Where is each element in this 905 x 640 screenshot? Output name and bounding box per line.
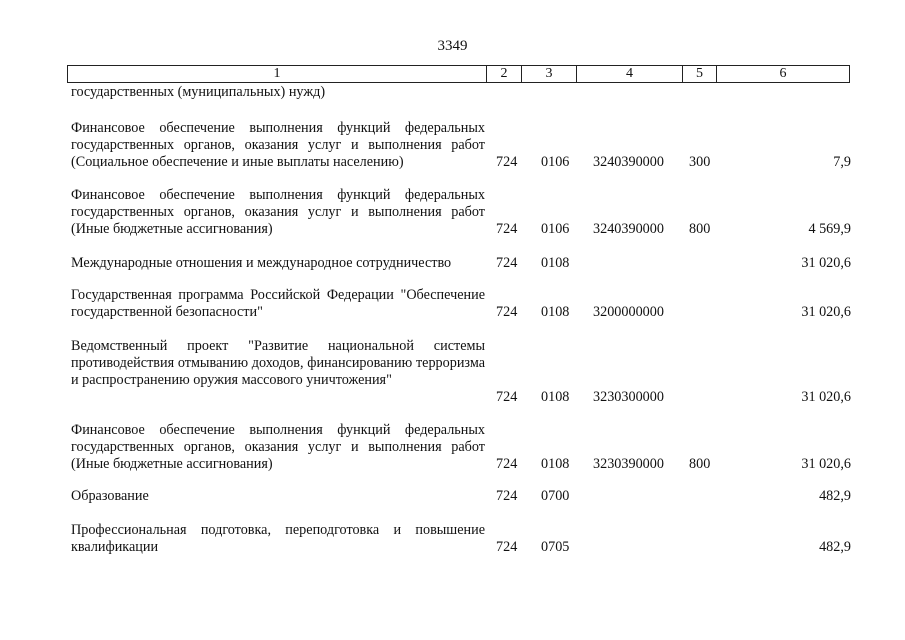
header-col-6: 6: [717, 66, 850, 83]
row-col2: 724: [496, 539, 518, 555]
row-col4: 3240390000: [593, 221, 664, 237]
row-col6: 4 569,9: [808, 221, 851, 237]
row-description: Финансовое обеспечение выполнения функций федеральных государственных органов, оказания услуг и выполнения работ (Иные бюджетные ассигнования): [71, 187, 485, 237]
row-col3: 0108: [541, 456, 570, 472]
row-col2: 724: [496, 154, 518, 170]
row-col6: 7,9: [833, 154, 851, 170]
row-description: Финансовое обеспечение выполнения функций федеральных государственных органов, оказания услуг и выполнения работ (Иные бюджетные ассигнования): [71, 422, 485, 472]
row-col4: 3240390000: [593, 154, 664, 170]
row-col4: 3230300000: [593, 389, 664, 405]
row-col2: 724: [496, 488, 518, 504]
row-col6: 482,9: [819, 488, 851, 504]
header-col-2: 2: [487, 66, 522, 83]
row-col6: 482,9: [819, 539, 851, 555]
table-row: [71, 255, 851, 272]
row-col2: 724: [496, 255, 518, 271]
row-col5: 800: [689, 221, 711, 237]
column-header-table: [67, 65, 850, 83]
row-col3: 0705: [541, 539, 570, 555]
table-row: [71, 187, 851, 238]
continuation-text: государственных (муниципальных) нужд): [71, 84, 326, 100]
table-row: [71, 422, 851, 473]
row-col4: 3200000000: [593, 304, 664, 320]
row-col2: 724: [496, 456, 518, 472]
header-col-1: 1: [68, 66, 487, 83]
continuation-row: [71, 84, 851, 101]
row-description: Государственная программа Российской Федерации "Обеспечение государственной безопасности": [71, 287, 485, 320]
row-col2: 724: [496, 221, 518, 237]
table-row: [71, 488, 851, 505]
row-col3: 0108: [541, 304, 570, 320]
row-col3: 0108: [541, 255, 570, 271]
row-col3: 0108: [541, 389, 570, 405]
row-col4: 3230390000: [593, 456, 664, 472]
header-col-3: 3: [522, 66, 577, 83]
row-col6: 31 020,6: [801, 304, 851, 320]
row-col5: 800: [689, 456, 711, 472]
row-col6: 31 020,6: [801, 255, 851, 271]
row-col3: 0106: [541, 154, 570, 170]
row-description: Финансовое обеспечение выполнения функций федеральных государственных органов, оказания услуг и выполнения работ (Социальное обеспечение и иные выплаты населению): [71, 120, 485, 170]
row-description: Международные отношения и международное сотрудничество: [71, 255, 452, 271]
row-col2: 724: [496, 304, 518, 320]
row-description: Профессиональная подготовка, переподготовка и повышение квалификации: [71, 522, 485, 555]
row-description: Образование: [71, 488, 149, 504]
row-col3: 0700: [541, 488, 570, 504]
table-row: [71, 120, 851, 171]
row-col6: 31 020,6: [801, 456, 851, 472]
header-col-4: 4: [577, 66, 683, 83]
header-col-5: 5: [683, 66, 717, 83]
row-col3: 0106: [541, 221, 570, 237]
page-number: 3349: [437, 38, 468, 54]
row-col2: 724: [496, 389, 518, 405]
row-description: Ведомственный проект "Развитие национальной системы противодействия отмыванию доходов, финансированию терроризма и распространению оружия массового уничтожения": [71, 338, 485, 388]
row-col5: 300: [689, 154, 711, 170]
table-row: [71, 287, 851, 321]
table-row: [71, 338, 851, 406]
row-col6: 31 020,6: [801, 389, 851, 405]
table-row: [71, 522, 851, 556]
